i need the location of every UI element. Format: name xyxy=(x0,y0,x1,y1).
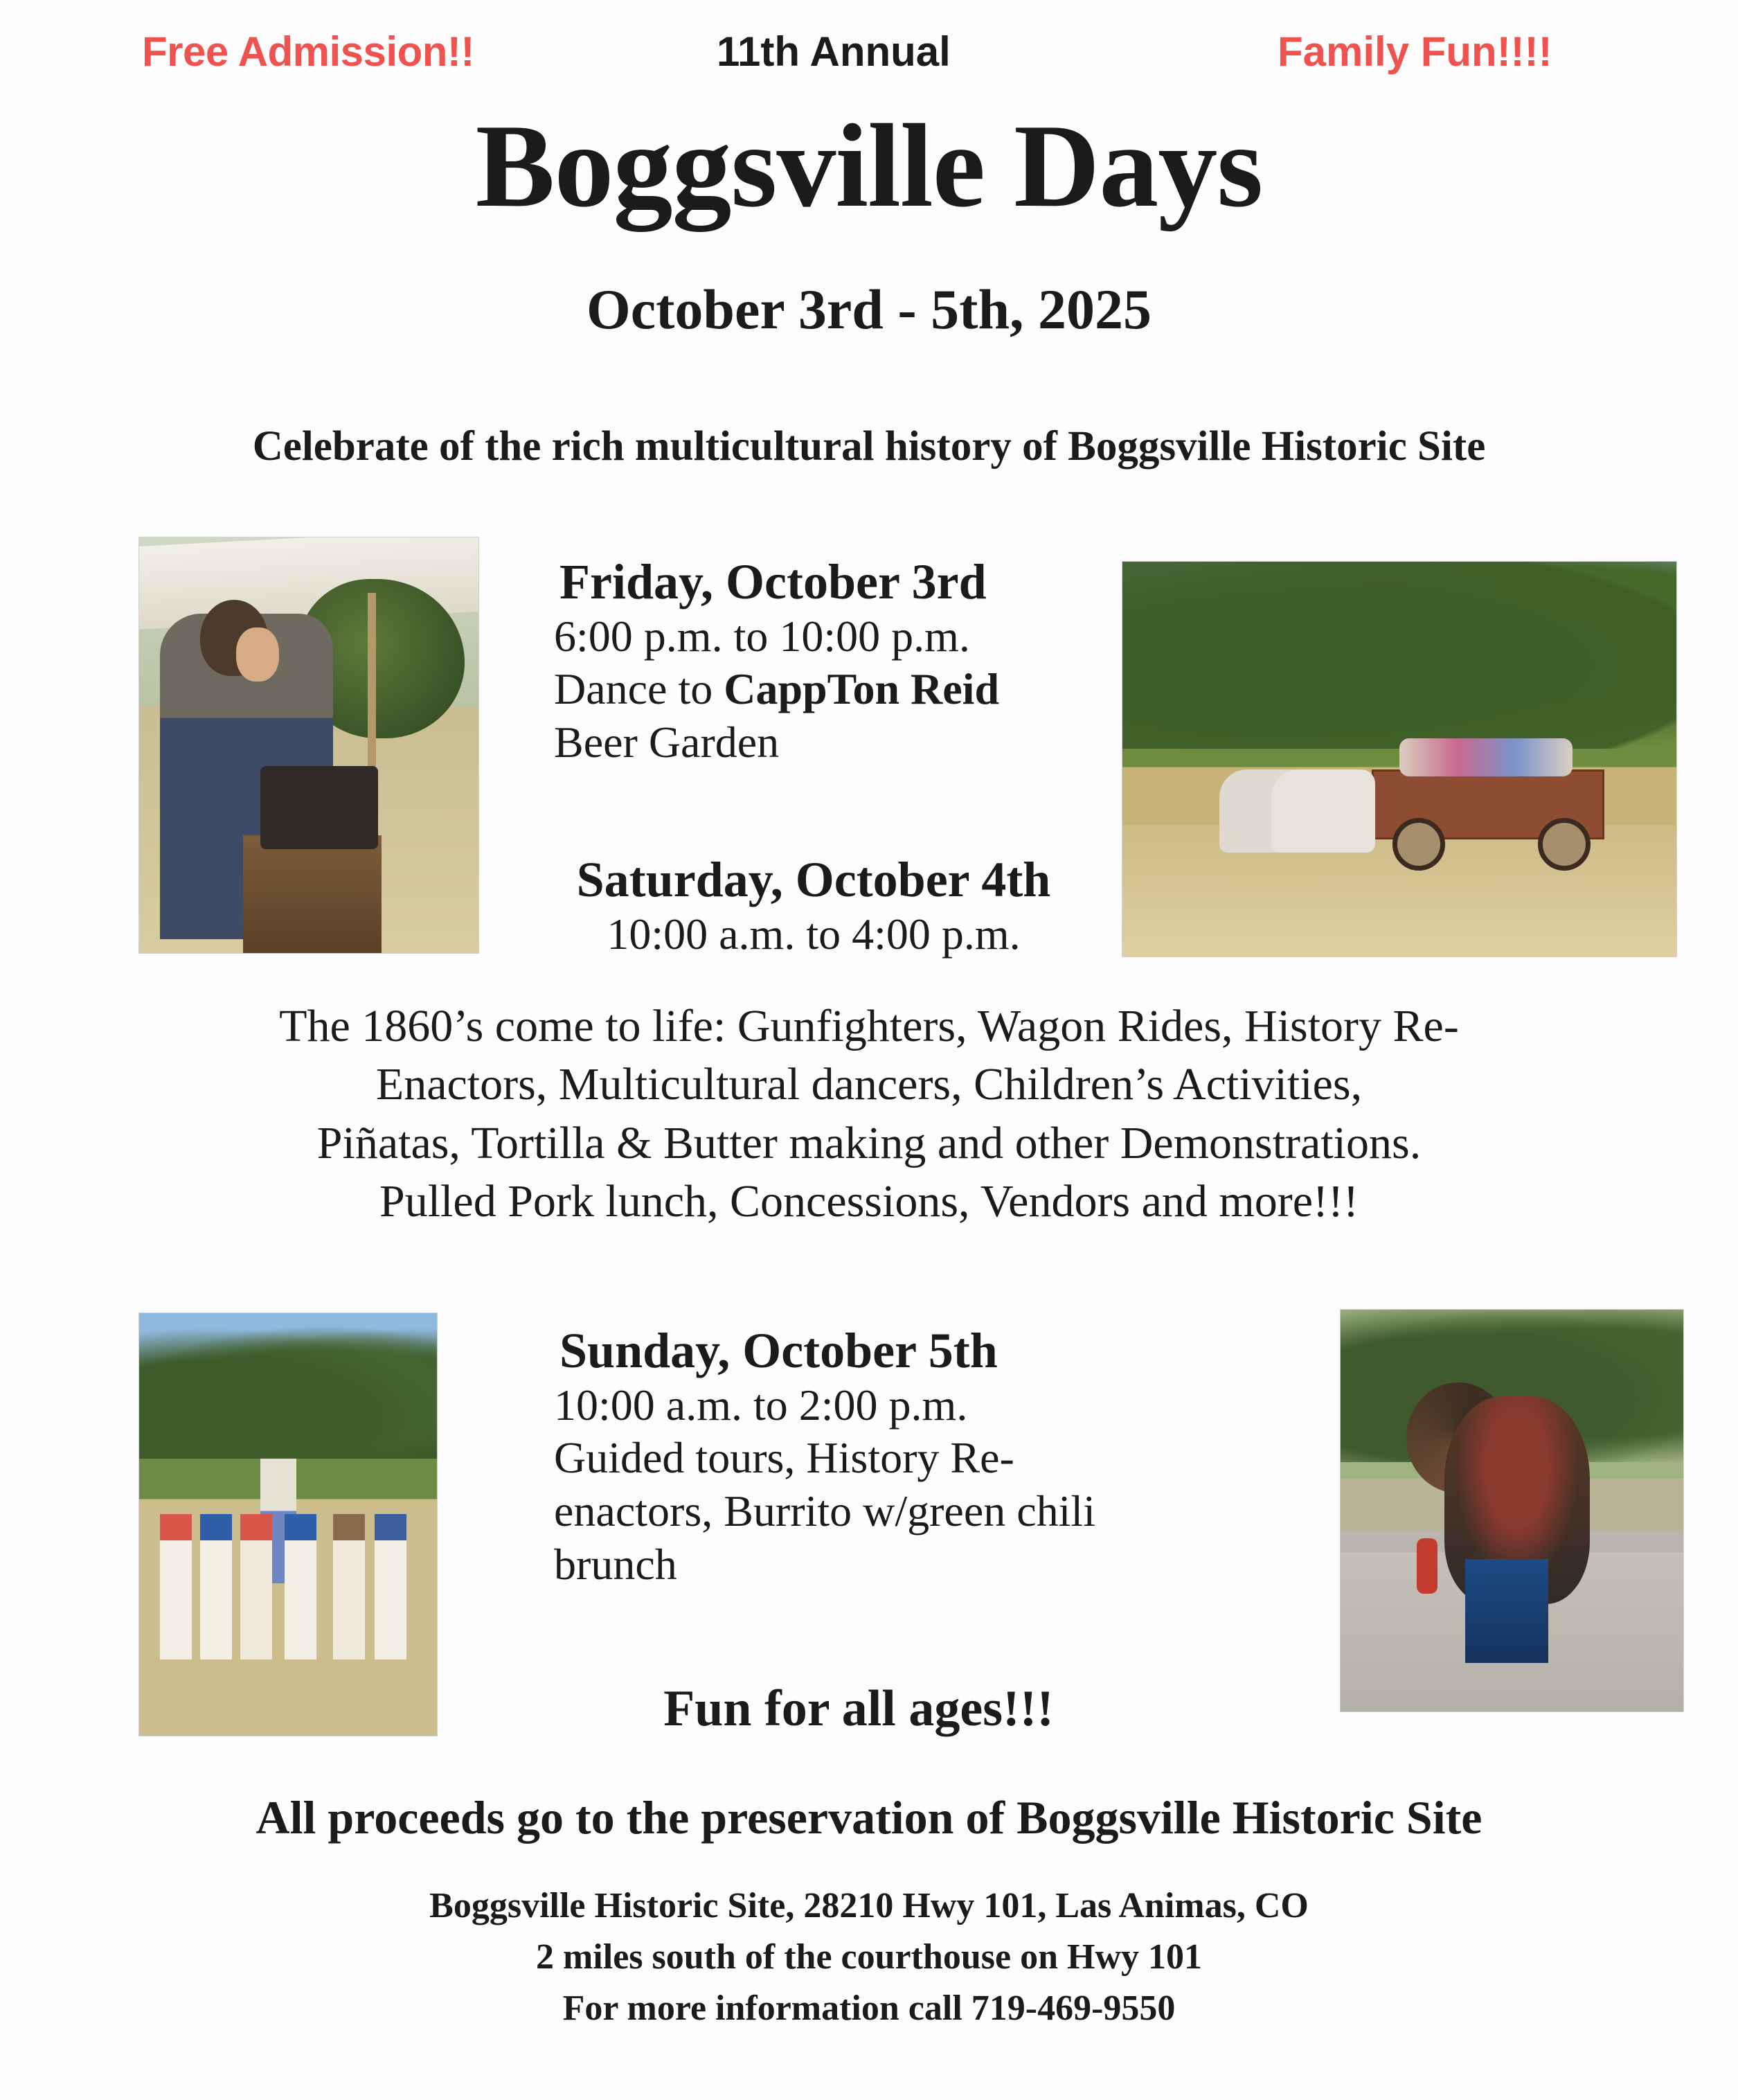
wagon-wheel-rear xyxy=(1538,818,1591,871)
tree-canopy-shape xyxy=(1122,561,1677,749)
free-admission-text: Free Admission!! xyxy=(142,28,474,75)
event-title: Boggsville Days xyxy=(475,100,1263,232)
friday-schedule-block xyxy=(554,554,1108,769)
sunday-heading: Sunday, October 5th xyxy=(559,1323,998,1378)
friday-dance-prefix: Dance to xyxy=(554,664,724,714)
saturday-body-line-2: Enactors, Multicultural dancers, Children’s Activities, xyxy=(375,1059,1363,1110)
wagon-riders-shape xyxy=(1399,738,1573,776)
top-banner xyxy=(0,28,1738,83)
event-tagline: Celebrate of the rich multicultural history of Boggsville Historic Site xyxy=(252,423,1486,470)
children-in-sacks-shape xyxy=(160,1514,416,1659)
saturday-body-line-1: The 1860’s come to life: Gunfighters, Wagon Rides, History Re- xyxy=(279,1001,1459,1051)
footer-contact-block xyxy=(0,1880,1738,2034)
sunday-schedule-block xyxy=(554,1323,1260,1592)
sunday-line-1: Guided tours, History Re- xyxy=(554,1433,1014,1483)
anvil-shape xyxy=(260,766,378,849)
saturday-heading: Saturday, October 4th xyxy=(576,852,1051,907)
dance-fan-shape xyxy=(1417,1538,1437,1594)
footer-directions: 2 miles south of the courthouse on Hwy 101 xyxy=(535,1937,1203,1977)
family-fun-text: Family Fun!!!! xyxy=(1278,28,1552,75)
event-date-range: October 3rd - 5th, 2025 xyxy=(586,278,1152,341)
saturday-body-line-4: Pulled Pork lunch, Concessions, Vendors and more!!! xyxy=(379,1176,1359,1227)
footer-address: Boggsville Historic Site, 28210 Hwy 101, Las Animas, CO xyxy=(429,1886,1309,1925)
friday-dance-line xyxy=(554,663,1108,716)
sunday-line-3: brunch xyxy=(554,1540,677,1590)
annual-edition-text: 11th Annual xyxy=(717,28,951,75)
saturday-time: 10:00 a.m. to 4:00 p.m. xyxy=(607,909,1021,959)
proceeds-statement: All proceeds go to the preservation of Boggsville Historic Site xyxy=(256,1791,1482,1844)
dancer-legs-shape xyxy=(1465,1559,1548,1663)
footer-phone: For more information call 719-469-9550 xyxy=(562,1988,1176,2028)
horse-drawn-wagon-ride-photo xyxy=(1122,561,1677,957)
friday-time: 6:00 p.m. to 10:00 p.m. xyxy=(554,611,970,661)
sunday-line-2: enactors, Burrito w/green chili xyxy=(554,1486,1095,1536)
anvil-stump xyxy=(243,835,382,953)
saturday-body-line-3: Piñatas, Tortilla & Butter making and other Demonstrations. xyxy=(316,1117,1422,1168)
friday-heading: Friday, October 3rd xyxy=(559,554,987,609)
native-american-dancer-photo xyxy=(1340,1309,1684,1712)
friday-beer-garden: Beer Garden xyxy=(554,718,780,767)
fun-for-all-ages-text: Fun for all ages!!! xyxy=(663,1680,1054,1737)
children-sack-race-photo xyxy=(138,1312,438,1736)
sunday-time: 10:00 a.m. to 2:00 p.m. xyxy=(554,1380,968,1430)
tree-line-shape xyxy=(138,1327,438,1459)
blacksmith-demonstration-photo xyxy=(138,537,479,954)
horse-right-shape xyxy=(1271,769,1375,853)
blacksmith-face xyxy=(236,628,279,682)
friday-dance-band: CappTon Reid xyxy=(724,664,1000,714)
saturday-activities xyxy=(125,997,1613,1231)
saturday-schedule-block xyxy=(512,852,1115,961)
wagon-wheel-front xyxy=(1392,818,1445,871)
